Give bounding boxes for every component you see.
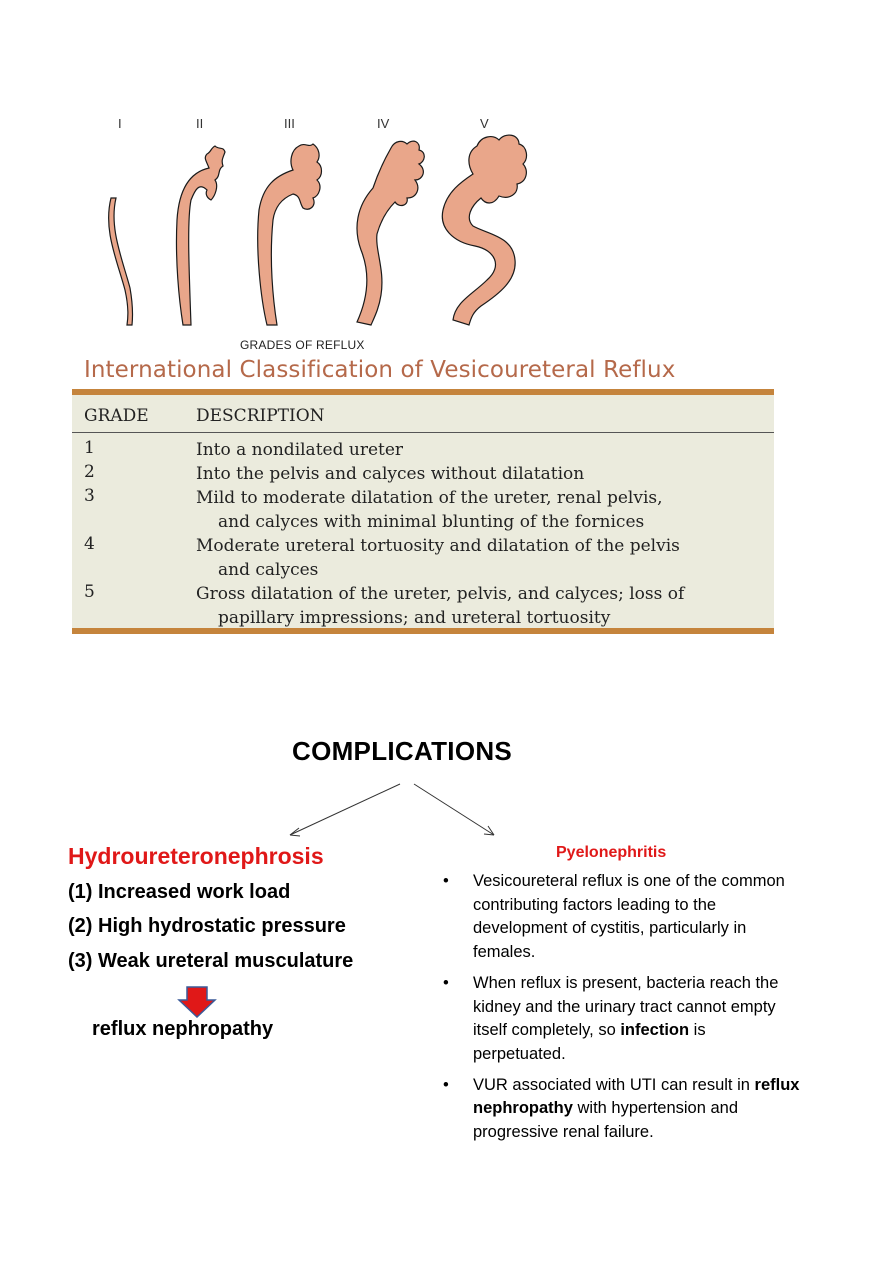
row-description-2: Into the pelvis and calyces without dilatation	[196, 464, 585, 484]
header-grade: GRADE	[84, 406, 149, 426]
bullet-icon: •	[443, 872, 449, 890]
grade-label-4: IV	[377, 116, 390, 131]
pyelonephritis-list	[440, 870, 800, 1152]
ureter-illustrations	[95, 110, 545, 330]
hydroureteronephrosis-heading: Hydroureteronephrosis	[68, 843, 324, 869]
grade-label-2: II	[196, 116, 204, 131]
pyelonephritis-heading: Pyelonephritis	[556, 844, 667, 861]
reflux-nephropathy-result: reflux nephropathy	[92, 1018, 274, 1040]
reflux-grades-figure	[95, 110, 545, 330]
classification-table	[72, 389, 774, 634]
cause-item-2: (2) High hydrostatic pressure	[68, 915, 346, 937]
header-description: DESCRIPTION	[196, 406, 325, 426]
ureter-grade-1	[109, 198, 133, 325]
complications-title: COMPLICATIONS	[292, 736, 513, 766]
list-item: • When reflux is present, bacteria reach the kidney and the urinary tract cannot empty itself completely, so infection is perpetuated.	[443, 973, 779, 1063]
down-arrow-icon	[177, 986, 217, 1018]
grade-label-1: I	[118, 116, 122, 131]
row-description-4: Moderate ureteral tortuosity and dilatation of the pelvis and calyces	[196, 536, 680, 580]
row-grade-3: 3	[84, 486, 95, 506]
table-title: International Classification of Vesicoureteral Reflux	[84, 357, 676, 383]
cause-item-1: (1) Increased work load	[68, 881, 291, 903]
branch-arrows	[280, 780, 520, 840]
header-divider	[72, 432, 774, 433]
list-item: • VUR associated with UTI can result in reflux nephropathy with hypertension and progressive renal failure.	[443, 1075, 800, 1142]
grade-label-3: III	[284, 116, 295, 131]
grade-label-5: V	[480, 116, 489, 131]
row-grade-5: 5	[84, 582, 95, 602]
row-description-1: Into a nondilated ureter	[196, 440, 404, 460]
row-description-3: Mild to moderate dilatation of the ureter, renal pelvis, and calyces with minimal blunting of the fornices	[196, 488, 663, 532]
ureter-grade-2	[176, 146, 225, 325]
ureter-grade-3	[258, 144, 322, 325]
row-grade-1: 1	[84, 438, 95, 458]
cause-item-3: (3) Weak ureteral musculature	[68, 950, 354, 972]
list-item: • Vesicoureteral reflux is one of the common contributing factors leading to the development of cystitis, particularly in females.	[443, 872, 785, 962]
row-grade-4: 4	[84, 534, 95, 554]
row-grade-2: 2	[84, 462, 95, 482]
bullet-icon: •	[443, 1075, 449, 1094]
bullet-icon: •	[443, 973, 449, 992]
row-description-5: Gross dilatation of the ureter, pelvis, and calyces; loss of papillary impressions; and ureteral tortuosity	[196, 584, 685, 628]
ureter-grade-4	[357, 141, 424, 325]
ureter-grade-5	[442, 135, 526, 325]
figure-caption: GRADES OF REFLUX	[240, 338, 365, 352]
